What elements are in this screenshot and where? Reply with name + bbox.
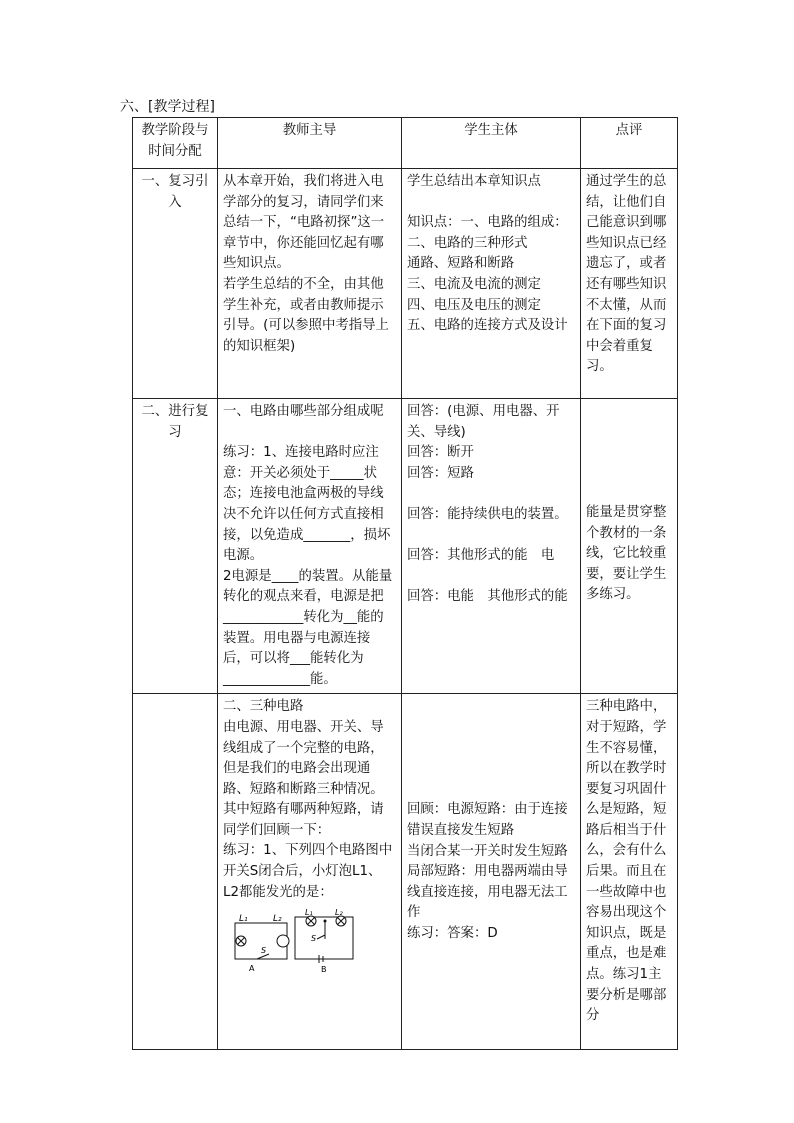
teaching-process-table: [132, 117, 678, 1050]
teacher-cell: [218, 694, 402, 1050]
student-text: 回答：其他形式的能 电: [407, 548, 555, 564]
student-cell: [402, 694, 581, 1050]
teacher-text: 2电源是____的装置。从能量转化的观点来看，电源是把____________转化为__能的装置。用电器与电源连接后，可以将___能转化为_____________能。: [223, 568, 393, 687]
figure-label-b: B: [321, 965, 327, 975]
student-text: 回答：断开: [407, 445, 474, 461]
figure-label-a: A: [249, 964, 255, 974]
table-row: [133, 169, 678, 399]
teacher-text: 若学生总结的不全，由其他学生补充，或者由教师提示引导。(可以参照中考指导上的知识框架): [223, 276, 389, 354]
student-text: 五、电路的连接方式及设计: [407, 318, 568, 334]
figure-label-l2: L₂: [273, 914, 282, 925]
table-header-row: [133, 118, 678, 169]
junction-dot: [324, 920, 327, 923]
figure-label-l2-right: L₂: [335, 909, 343, 918]
student-text: 回答：能持续供电的装置。: [407, 506, 568, 522]
student-text: 学生总结出本章知识点: [407, 174, 541, 189]
circuit-diagram-figure: [227, 909, 357, 975]
circuit-b: [295, 916, 353, 963]
student-text: 练习：答案：D: [407, 925, 498, 941]
stage-cell: 二、进行复习: [133, 399, 218, 694]
header-comment: 点评: [581, 118, 678, 169]
spacer: [407, 484, 575, 505]
student-text: 局部短路：用电器两端由导线直接连接，用电器无法工作: [407, 864, 568, 921]
student-text: 回答：电能 其他形式的能: [407, 589, 568, 605]
spacer: [223, 423, 396, 444]
header-student: 学生主体: [402, 118, 581, 169]
student-text: 三、电流及电流的测定: [407, 276, 541, 292]
figure-label-s: S: [261, 946, 267, 956]
section-heading: 六、[教学过程]: [120, 99, 215, 115]
student-text: 知识点：一、电路的组成：: [407, 215, 568, 231]
figure-label-l1: L₁: [239, 914, 248, 925]
student-text: 通路、短路和断路: [407, 256, 515, 272]
header-teacher: 教师主导: [218, 118, 402, 169]
comment-text: 三种电路中，对于短路，学生不容易懂，所以在教学时要复习巩固什么是短路，短路后相当于什么，会有什么后果。而且在一些故障中也容易出现这个知识点，既是重点，也是难点。练习1主要分析是哪部分: [586, 699, 667, 1024]
student-text: 当闭合某一开关时发生短路: [407, 843, 568, 859]
teacher-text: 由电源、用电器、开关、导线组成了一个完整的电路，但是我们的电路会出现通路、短路和断路三种情况。其中短路有哪两种短路，请同学们回顾一下：: [223, 719, 384, 838]
student-text: 回答：(电源、用电器、开关、导线): [407, 404, 560, 440]
spacer: [407, 526, 575, 547]
comment-cell: [581, 399, 678, 694]
table-row: [133, 694, 678, 1050]
comment-cell: [581, 169, 678, 399]
student-cell: [402, 399, 581, 694]
header-stage: 教学阶段与时间分配: [133, 118, 218, 169]
teacher-text: 练习：1、连接电路时应注意：开关必须处于_____状态；连接电池盒两极的导线决不允许以任何方式直接相接，以免造成_______，损坏电源。: [223, 445, 391, 564]
teacher-text: 从本章开始，我们将进入电学部分的复习，请同学们来总结一下，“电路初探”这一章节中，你还能回忆起有哪些知识点。: [223, 174, 385, 272]
figure-label-l1-right: L₁: [305, 909, 313, 918]
student-text: 回答：短路: [407, 465, 474, 481]
teacher-text: 二、三种电路: [223, 699, 304, 715]
teacher-cell: [218, 399, 402, 694]
spacer: [407, 193, 575, 214]
stage-cell: 一、复习引入: [133, 169, 218, 399]
figure-label-s-right: S: [311, 934, 317, 944]
stage-cell: [133, 694, 218, 1050]
student-cell: [402, 169, 581, 399]
teacher-text: 练习：1、下列四个电路图中开关S闭合后，小灯泡L1、L2都能发光的是：: [223, 843, 393, 900]
student-text: 二、电路的三种形式: [407, 235, 528, 251]
comment-text: 能量是贯穿整个教材的一条线，它比较重要，要让学生多练习。: [586, 505, 667, 603]
teacher-cell: [218, 169, 402, 399]
student-text: 四、电压及电压的测定: [407, 297, 541, 313]
spacer: [407, 567, 575, 588]
teacher-text: 一、电路由哪些部分组成呢: [223, 404, 384, 419]
student-text: 回顾：电源短路：由于连接错误直接发生短路: [407, 802, 568, 838]
comment-cell: [581, 694, 678, 1050]
table-row: [133, 399, 678, 694]
comment-text: 通过学生的总结，让他们自己能意识到哪些知识点已经遗忘了，或者还有哪些知识不太懂，从而在下面的复习中会着重复习。: [586, 174, 667, 375]
